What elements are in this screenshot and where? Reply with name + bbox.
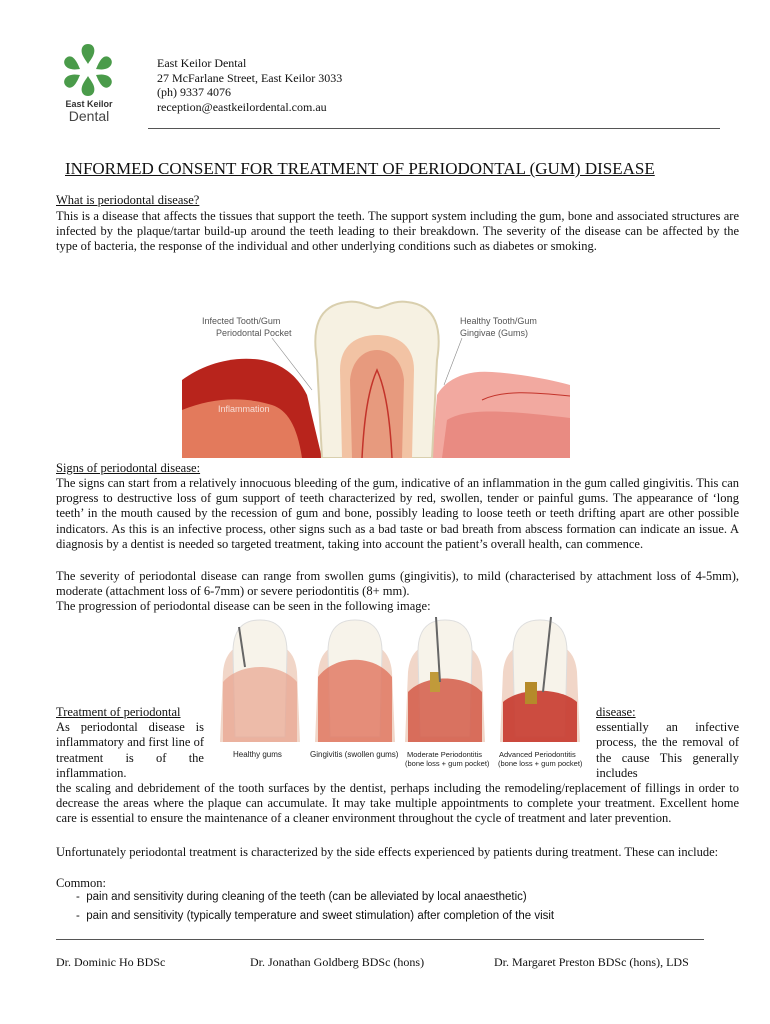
section-body-side-effects: Unfortunately periodontal treatment is characterized by the side effects experienced by patients during treatment. These can include: (56, 845, 719, 859)
list-item: - pain and sensitivity during cleaning of the teeth (can be alleviated by local anaesthetic) (76, 891, 527, 903)
section-heading-signs: Signs of periodontal disease: (56, 461, 201, 475)
section-body-treatment: the scaling and debridement of the tooth surfaces by the dentist, perhaps including the remodeling/replacement of fillings in order to decrease the areas where the plaque can accumulate. It may take multiple appointments to complete your treatment. Excellent home care is essential to ensure the maintenance of a cleaner environment throughout the cycle of treatment and later prevention. (56, 781, 739, 826)
side-effects-list (76, 888, 554, 926)
section-body-severity: The severity of periodontal disease can range from swollen gums (gingivitis), to mild (characterised by attachment loss of 4-5mm), moderate (attachment loss of 6-7mm) or severe periodontitis (8+ mm). (56, 569, 739, 599)
caption-moderate: Moderate Periodontitis (407, 750, 483, 759)
footer-dentist-2: Dr. Jonathan Goldberg BDSc (hons) (250, 955, 425, 969)
caption-gingivitis: Gingivitis (swollen gums) (310, 750, 399, 759)
clinic-email: reception@eastkeilordental.com.au (157, 99, 327, 114)
clinic-name: East Keilor Dental (157, 56, 247, 70)
treatment-right-text: essentially an infective process, the the removal of the cause This generally includes (596, 720, 739, 780)
periodontal-progression-illustration (215, 612, 587, 770)
label-infected-tooth: Infected Tooth/Gum (202, 316, 281, 326)
clinic-contact-block (157, 56, 342, 114)
section-heading-what-is: What is periodontal disease? (56, 193, 200, 207)
section-heading-treatment: Treatment of periodontal (56, 705, 181, 719)
treatment-left-text: As periodontal disease is inflammatory and first line of treatment is of the inflammation. (56, 720, 204, 780)
clinic-phone: (ph) 9337 4076 (157, 85, 231, 99)
label-healthy-tooth: Healthy Tooth/Gum (460, 316, 537, 326)
footer-dentist-3: Dr. Margaret Preston BDSc (hons), LDS (494, 955, 689, 969)
caption-moderate-detail: (bone loss + gum pocket) (405, 759, 490, 768)
caption-healthy-gums: Healthy gums (233, 750, 282, 759)
section-heading-treatment-cont: disease: (596, 705, 636, 719)
treatment-right-column (596, 705, 739, 781)
list-item: - pain and sensitivity (typically temperature and sweet stimulation) after completion of the visit (76, 910, 555, 922)
treatment-left-column (56, 705, 204, 781)
document-title: INFORMED CONSENT FOR TREATMENT OF PERIODONTAL (GUM) DISEASE (65, 159, 655, 178)
footer-divider (56, 939, 704, 940)
label-inflammation: Inflammation (218, 404, 270, 414)
label-periodontal-pocket: Periodontal Pocket (216, 328, 292, 338)
infected-vs-healthy-tooth-illustration (182, 300, 570, 458)
label-gingivae: Gingivae (Gums) (460, 328, 529, 338)
logo-text-dental: Dental (68, 108, 110, 124)
section-body-progression-intro: The progression of periodontal disease can be seen in the following image: (56, 599, 431, 613)
footer-dentist-1: Dr. Dominic Ho BDSc (56, 955, 166, 969)
section-body-signs: The signs can start from a relatively innocuous bleeding of the gum, indicative of an inflammation in the gum called gingivitis. This can progress to destructive loss of gum support of teeth characterized by red, swollen, tender or painful gums. The appearance of ‘long teeth’ in the mouth caused by the recession of gum and bone, possibly leading to loose teeth or teeth drifting apart are other possible indicators. As this is an infective process, other signs such as a bad taste or bad breath from abscess formation can indicate an issue. A diagnosis by a dentist is needed so targeted treatment, taking into account the patient’s overall health, can commence. (56, 476, 739, 551)
logo-text-east-keilor: East Keilor (65, 99, 113, 109)
header-divider (148, 128, 720, 129)
section-body-what-is: This is a disease that affects the tissues that support the teeth. The support system including the gum, bone and associated structures are infected by the plaque/tartar build-up around the teeth leading to their breakdown. The severity of the disease can be affected by the type of bacteria, the response of the individual and other underlying conditions such as diabetes or smoking. (56, 209, 739, 254)
common-label: Common: (56, 876, 107, 890)
clinic-address: 27 McFarlane Street, East Keilor 3033 (157, 70, 343, 85)
caption-advanced: Advanced Periodontitis (499, 750, 576, 759)
caption-advanced-detail: (bone loss + gum pocket) (498, 759, 583, 768)
